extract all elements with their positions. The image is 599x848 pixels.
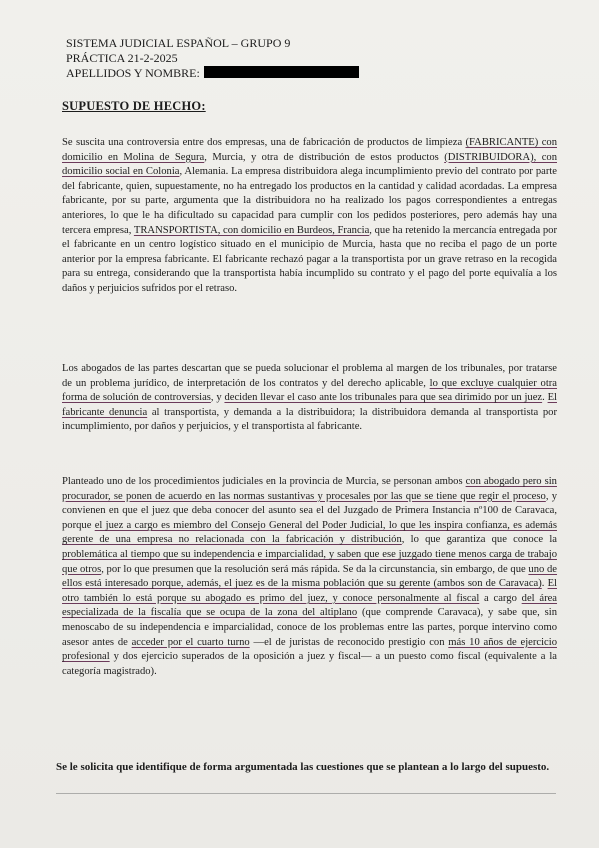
text-span: al transportista, y demanda a la distribuidora; la distribuidora demanda al transportista por incumplimiento, por daños y perjuicios, y el transportista al fabricante. xyxy=(62,406,557,433)
name-line xyxy=(66,66,359,81)
redacted-name-block xyxy=(204,66,359,78)
practice-date: PRÁCTICA 21-2-2025 xyxy=(66,51,178,65)
underlined-text: TRANSPORTISTA, con domicilio en Burdeos, Francia xyxy=(133,224,370,236)
underlined-text: uno de ellos está interesado porque, además, el juez es de la misma población que su gerente (ambos son de Caravaca) xyxy=(62,563,558,590)
text-span: , y convienen en que el juez que deba conocer del asunto sea el del Juzgado de Primera Instancia nº100 de Caravaca, porque xyxy=(62,490,557,531)
paragraph-lawyers xyxy=(62,362,557,435)
underlined-text: el juez a cargo es miembro del Consejo General del Poder Judicial, lo que les inspira confianza, es además gerente de una empresa no relacionada con la fabricación y distribución xyxy=(62,519,558,546)
underlined-text: problemática al tiempo que su independencia e imparcialidad, y saben que ese juzgado tiene menos carga de trabajo que otros xyxy=(62,548,557,575)
underlined-text: más 10 años de ejercicio profesional xyxy=(62,636,557,663)
underlined-text: acceder por el cuarto turno xyxy=(131,636,250,648)
underlined-text: El fabricante denuncia xyxy=(62,392,557,418)
text-span: Se suscita una controversia entre dos empresas, una de fabricación de productos de limpieza xyxy=(62,137,466,148)
text-span: , lo que garantiza que conoce la xyxy=(401,534,557,546)
closing-instruction: Se le solicita que identifique de forma argumentada las cuestiones que se plantean a lo largo del supuesto. xyxy=(56,761,550,773)
underlined-text: (DISTRIBUIDORA), con domicilio social en Colonia xyxy=(62,151,557,178)
underlined-text: con abogado pero sin procurador, se ponen de acuerdo en las normas sustantivas y procesales por las que se tiene que regir el proceso xyxy=(62,476,557,502)
underlined-text: (FABRICANTE) con domicilio en Molina de Segura xyxy=(62,137,557,163)
underlined-text: deciden llevar el caso ante los tribunales para que sea dirimido por un juez xyxy=(224,392,543,404)
paragraph-procedure xyxy=(62,475,557,679)
text-span: . xyxy=(541,578,548,590)
text-span: , Alemania. La empresa distribuidora alega incumplimiento previo del contrato por parte del fabricante, quien, supuestamente, no ha entregado los productos en la cantidad y calidad acordadas. La empresa fabricante, por su parte, argumenta que la distribuidora no ha realizado los pagos correspondientes a entregas anteriores, lo que le ha dificultado su capacidad para cumplir con los pedidos posteriores, pero además hay una tercera empresa, xyxy=(62,166,557,236)
course-title: SISTEMA JUDICIAL ESPAÑOL – GRUPO 9 xyxy=(66,36,291,50)
text-span: , que ha retenido la mercancía entregada por el fabricante en un centro logístico situado en el municipio de Murcia, hasta que no reciba el pago de un porte anterior por la empresa fabricante. El fabricante rechazó pagar a la transportista por un grave retraso en la recogida para su entrega, considerando que la transportista había incumplido su contrato y el pago del porte equivalía a los daños y perjuicios sufridos por el retraso. xyxy=(62,224,557,294)
underlined-text: del área especializada de la fiscalía que se ocupa de la zona del altiplano xyxy=(62,592,558,619)
bottom-rule xyxy=(56,793,556,794)
underlined-text: El otro también lo está porque su abogado es primo del juez, y conoce personalmente al fiscal xyxy=(62,578,557,604)
text-span: , por lo que presumen que la resolución será más rápida. Se da la circunstancia, sin embargo, de que xyxy=(101,563,529,575)
document-header xyxy=(66,36,359,81)
paragraph-facts xyxy=(62,136,557,297)
text-span: , Murcia, y otra de distribución de estos productos xyxy=(204,151,445,163)
text-span: Los abogados de las partes descartan que se pueda solucionar el problema al margen de los tribunales, por tratarse de un problema jurídico, de interpretación de los contratos y del derecho aplicable, xyxy=(62,363,557,389)
text-span: (que comprende Caravaca), y sabe que, sin menoscabo de su independencia e imparcialidad, conoce de los problemas entre las partes, porque intervino como asesor antes de xyxy=(62,607,557,648)
section-title: SUPUESTO DE HECHO: xyxy=(62,99,206,113)
text-span: Planteado uno de los procedimientos judiciales en la provincia de Murcia, se personan ambos xyxy=(62,476,466,487)
text-span: y dos ejercicio superados de la oposición a juez y fiscal— a un puesto como fiscal (equivalente a la categoría magistrado). xyxy=(62,651,557,677)
underlined-text: lo que excluye cualquier otra forma de solución de controversias xyxy=(62,377,558,404)
text-span: a cargo xyxy=(479,592,522,604)
text-span: , y xyxy=(210,392,225,404)
text-span: . xyxy=(542,392,548,404)
name-label: APELLIDOS Y NOMBRE: xyxy=(66,66,200,80)
text-span: —el de juristas de reconocido prestigio con xyxy=(249,636,449,648)
